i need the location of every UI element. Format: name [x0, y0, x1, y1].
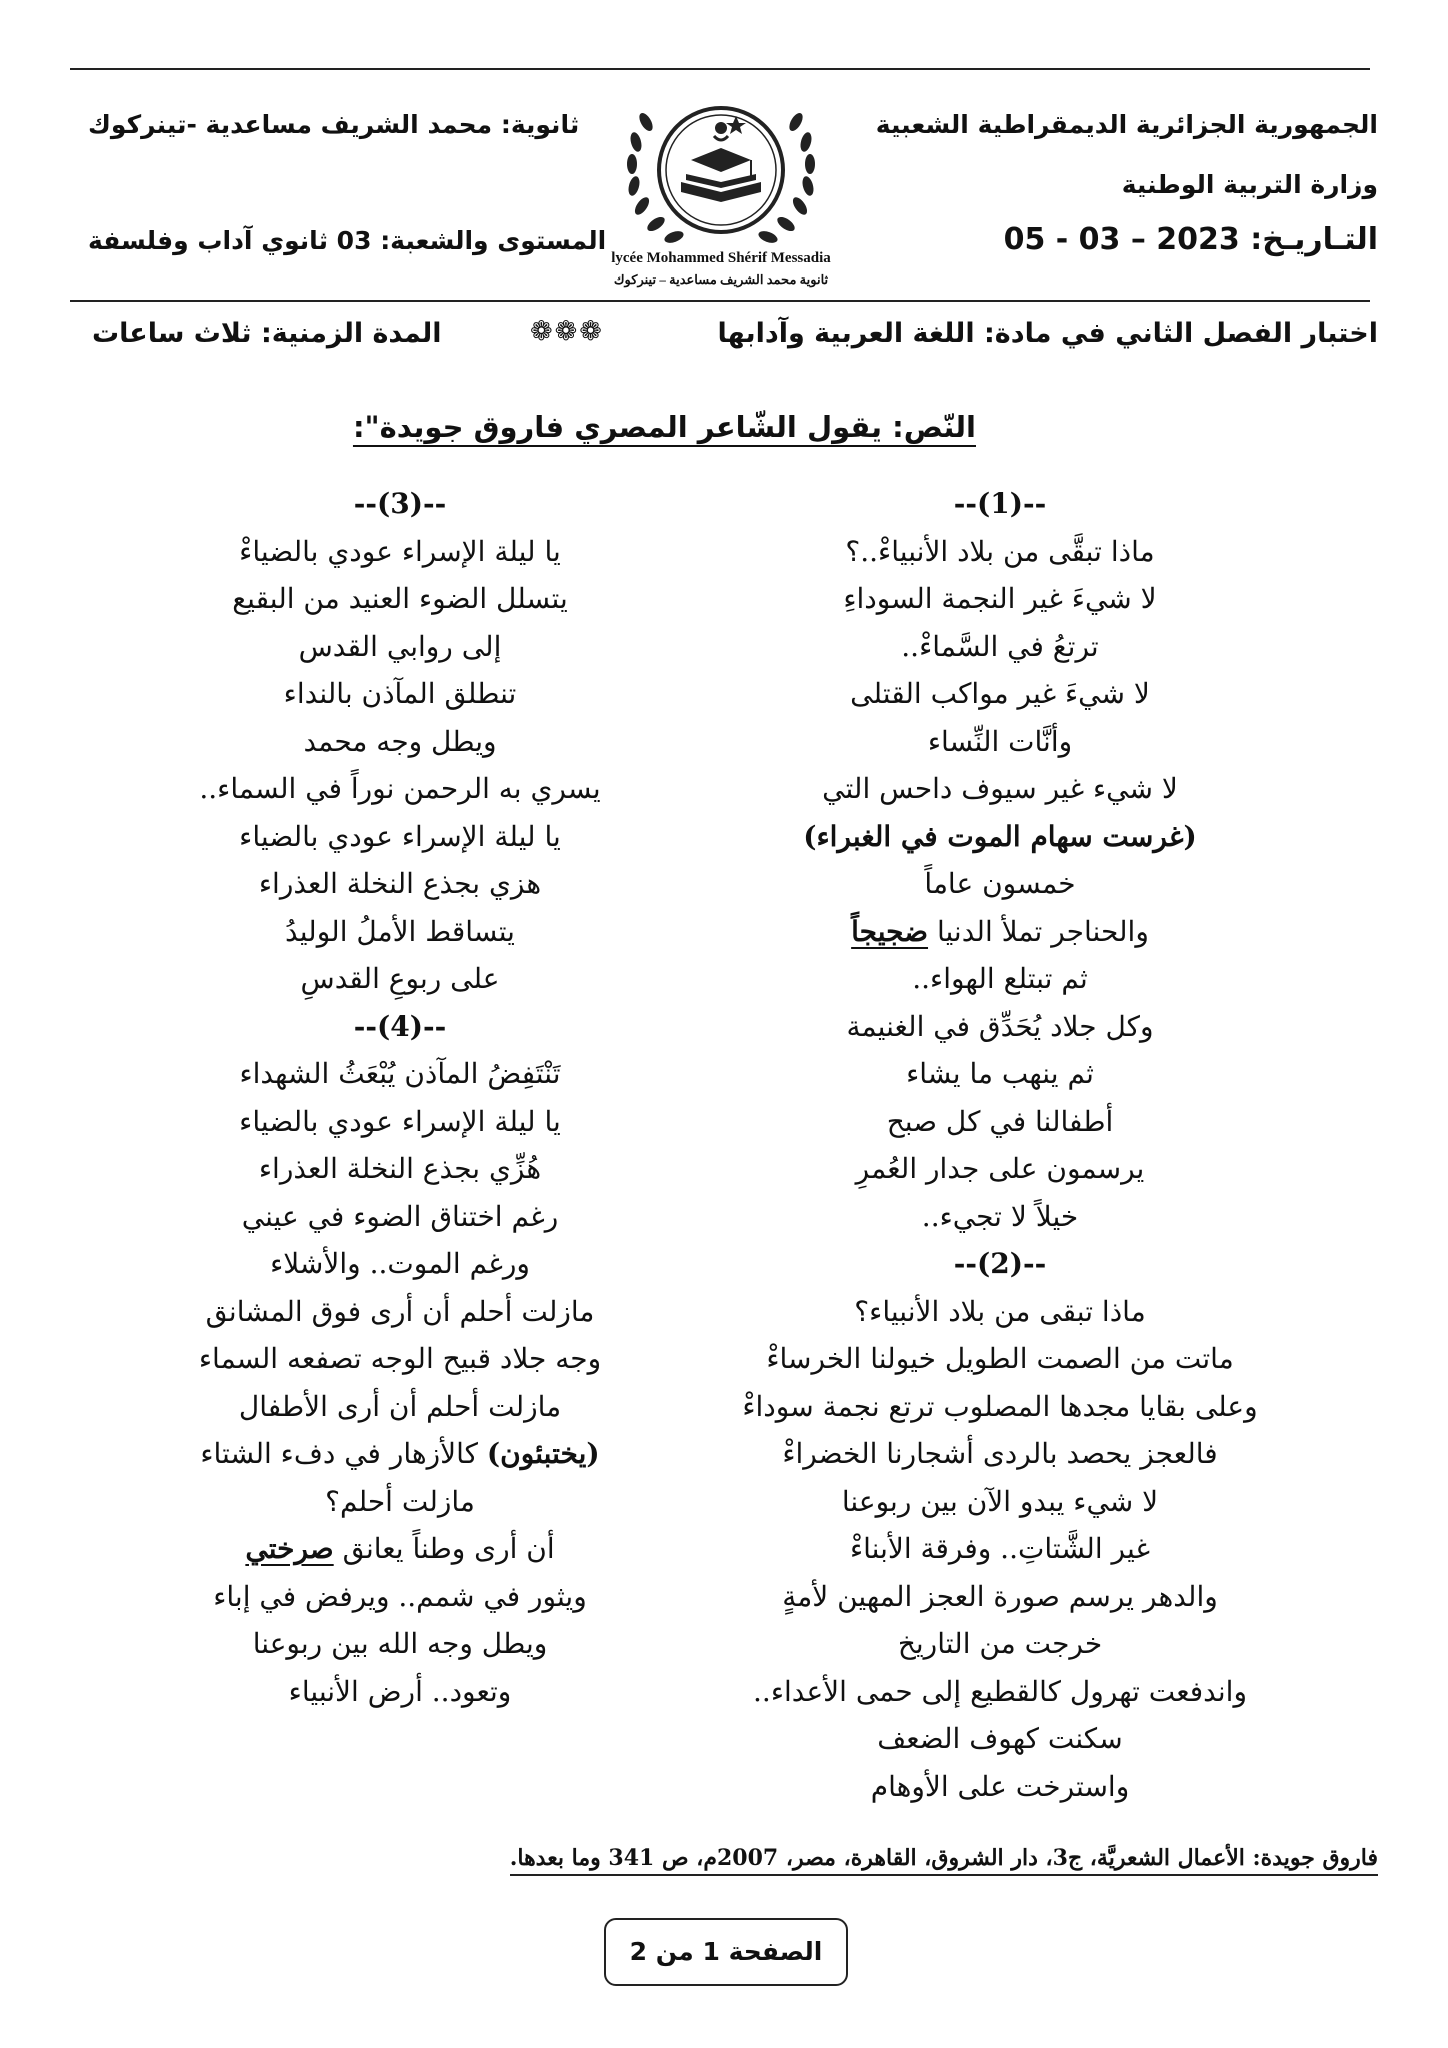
poem-line: ماذا تبقَّى من بلاد الأنبياءْ..؟	[845, 534, 1155, 568]
poem-line: خمسون عاماً	[924, 867, 1076, 900]
level-value: 03 ثانوي آداب وفلسفة	[88, 226, 372, 255]
poem-line: ماذا تبقى من بلاد الأنبياء؟	[854, 1294, 1146, 1328]
poem-line: إلى روابي القدس	[298, 629, 502, 663]
poem-line: ويثور في شمم.. ويرفض في إباء	[213, 1579, 587, 1613]
poem-line: لا شيءَ غير مواكب القتلى	[850, 677, 1150, 710]
school-name: ثانوية: محمد الشريف مساعدية -تينركوك	[88, 110, 580, 139]
exam-title: اختبار الفصل الثاني في مادة: اللغة العربية وآدابها	[717, 318, 1378, 349]
poem-line-composite	[720, 908, 1280, 956]
poem-line: ورغم الموت.. والأشلاء	[270, 1247, 530, 1280]
level-label: المستوى والشعبة:	[380, 226, 607, 255]
poem-line: مازلت أحلم؟	[325, 1484, 475, 1518]
logo-caption-ar: ثانوية محمد الشريف مساعدية – تينركوك	[613, 272, 829, 287]
poem-line-part: كالأزهار في دفء الشتاء	[200, 1437, 479, 1470]
level-stream	[88, 226, 606, 255]
header-rule	[70, 300, 1370, 302]
poem-line: يا ليلة الإسراء عودي بالضياءْ	[239, 534, 561, 568]
section-2-heading: --(2)--	[953, 1247, 1047, 1280]
ornament: ❁❁❁	[530, 316, 604, 347]
poem-line: مازلت أحلم أن أرى الأطفال	[238, 1389, 562, 1423]
poem-line: والدهر يرسم صورة العجز المهين لأمةٍ	[782, 1579, 1218, 1613]
poem-line: هُزِّي بجذع النخلة العذراء	[258, 1152, 542, 1185]
page-number: الصفحة 1 من 2	[629, 1937, 823, 1966]
exam-date	[1004, 222, 1378, 257]
poem-line-composite	[150, 1430, 650, 1478]
section-3-heading: --(3)--	[353, 487, 447, 520]
ministry-name: وزارة التربية الوطنية	[1121, 170, 1378, 199]
poem-line-part: والحناجر تملأ الدنيا	[936, 914, 1149, 948]
poem-line: يتسلل الضوء العنيد من البقيع	[232, 582, 568, 615]
poem-line: لا شيء يبدو الآن بين ربوعنا	[841, 1484, 1159, 1518]
source-citation: فاروق جويدة: الأعمال الشعريَّة، ج3، دار الشروق، القاهرة، مصر، 2007م، ص 341 وما بعدها.	[510, 1845, 1378, 1876]
poem-line: سكنت كهوف الضعف	[877, 1722, 1123, 1755]
poem-line: واندفعت تهرول كالقطيع إلى حمى الأعداء..	[753, 1674, 1247, 1708]
poem-line: ماتت من الصمت الطويل خيولنا الخرساءْ	[766, 1342, 1234, 1375]
poem-line: وأنَّات النِّساء	[927, 724, 1073, 758]
poem-line: أطفالنا في كل صبح	[886, 1104, 1114, 1138]
poem-line: هزي بجذع النخلة العذراء	[258, 867, 542, 900]
poem-line: لا شيء غير سيوف داحس التي	[822, 772, 1178, 805]
poem-line: يا ليلة الإسراء عودي بالضياء	[239, 1104, 561, 1138]
poem-line: وتعود.. أرض الأنبياء	[288, 1674, 512, 1708]
poem-line: ترتعُ في السَّماءْ..	[901, 629, 1099, 663]
text-intro: النّص: يقول الشّاعر المصري فاروق جويدة":	[352, 410, 976, 444]
poem-line: يتساقط الأملُ الوليدُ	[285, 914, 515, 948]
poem-line: يا ليلة الإسراء عودي بالضياء	[239, 819, 561, 853]
poem-line-emphasis: (غرست سهام الموت في الغبراء)	[803, 819, 1197, 853]
poem-line: لا شيءَ غير النجمة السوداءِ	[843, 582, 1157, 615]
poem-line: يرسمون على جدار العُمرِ	[855, 1152, 1145, 1185]
country-name: الجمهورية الجزائرية الديمقراطية الشعبية	[875, 110, 1378, 139]
poem-line: يسري به الرحمن نوراً في السماء..	[199, 772, 601, 805]
underlined-word: ضجيجاً	[851, 914, 929, 948]
poem-line: خيلاً لا تجيء..	[921, 1199, 1079, 1233]
poem-line: ويطل وجه الله بين ربوعنا	[252, 1627, 548, 1660]
exam-duration: المدة الزمنية: ثلاث ساعات	[92, 318, 442, 349]
poem-line: تنطلق المآذن بالنداء	[283, 677, 517, 710]
poem-line: رغم اختناق الضوء في عيني	[241, 1199, 559, 1233]
poem-line: ثم تبتلع الهواء..	[912, 962, 1088, 995]
poem-line: تَنْتَفِضُ المآذن يُبْعَثُ الشهداء	[239, 1057, 561, 1090]
poem-left-column	[150, 480, 650, 1715]
poem-line-part: أن أرى وطناً يعانق	[342, 1532, 555, 1565]
section-1-heading: --(1)--	[953, 487, 1047, 520]
section-4-heading: --(4)--	[353, 1009, 447, 1043]
logo-caption-fr: lycée Mohammed Shérif Messadia	[611, 250, 831, 266]
poem-line: غير الشَّتاتِ.. وفرقة الأبناءْ	[849, 1532, 1151, 1565]
poem-line: خرجت من التاريخ	[897, 1627, 1103, 1660]
poem-line: وجه جلاد قبيح الوجه تصفعه السماء	[198, 1342, 602, 1375]
poem-line: فالعجز يحصد بالردى أشجارنا الخضراءْ	[782, 1437, 1218, 1470]
date-label: التـاريـخ:	[1250, 222, 1378, 257]
poem-line: على ربوعِ القدسِ	[300, 962, 500, 995]
poem-line: واسترخت على الأوهام	[870, 1769, 1130, 1803]
page-number-box	[604, 1918, 848, 1986]
school-logo	[586, 82, 856, 292]
poem-line: ثم ينهب ما يشاء	[906, 1057, 1094, 1090]
poem-line: ويطل وجه محمد	[303, 724, 497, 758]
bold-word: (يختبئون)	[486, 1437, 600, 1470]
poem-line-composite	[150, 1525, 650, 1573]
date-value: 05 - 03 – 2023	[1003, 222, 1240, 257]
poem-line: وعلى بقايا مجدها المصلوب ترتع نجمة سوداءْ	[742, 1389, 1258, 1423]
underlined-word: صرختي	[245, 1532, 334, 1565]
top-rule	[70, 68, 1370, 70]
poem-right-column	[720, 480, 1280, 1810]
poem-line: وكل جلاد يُحَدِّق في الغنيمة	[846, 1009, 1154, 1043]
poem-line: مازلت أحلم أن أرى فوق المشانق	[205, 1294, 595, 1328]
